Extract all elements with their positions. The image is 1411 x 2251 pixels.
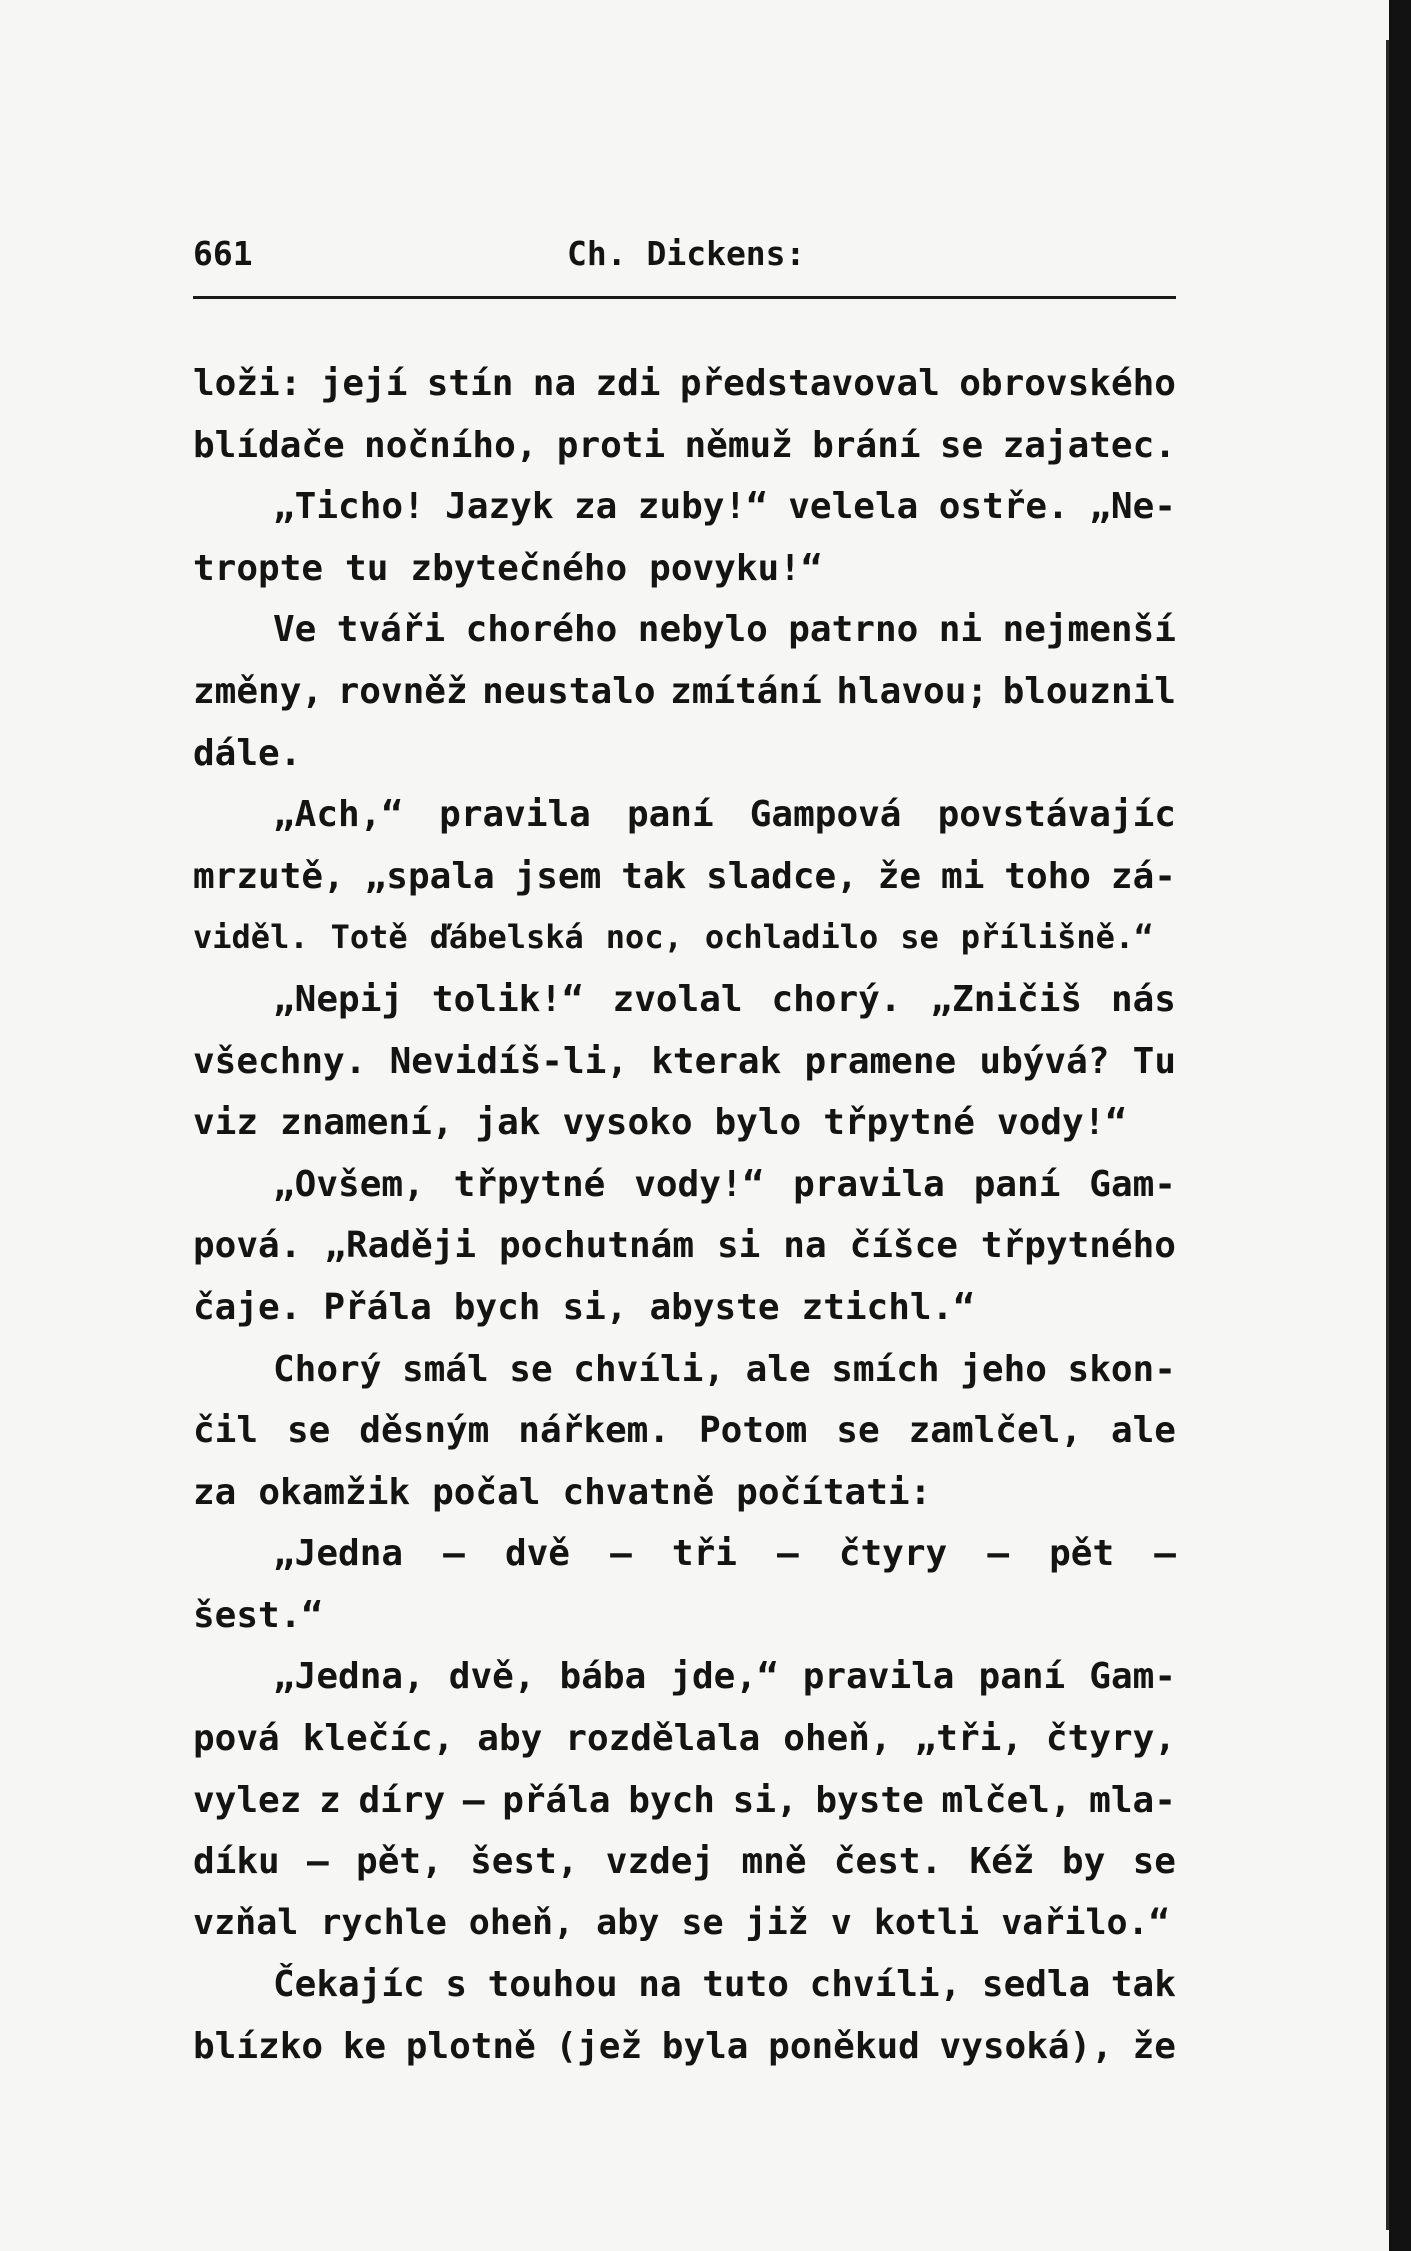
text-line (193, 784, 1176, 846)
word: ale (745, 1348, 811, 1390)
word: již (745, 1902, 809, 1943)
word: vody!“ (996, 1102, 1127, 1144)
word: se (286, 1410, 331, 1452)
text-line (193, 476, 1176, 538)
word: Totě (330, 918, 408, 957)
word: z (319, 1779, 341, 1821)
word: povyku!“ (649, 547, 823, 589)
word: na (638, 1964, 682, 2006)
word: zajatec. (1002, 424, 1176, 466)
word: — (443, 1533, 465, 1575)
word: „Ne- (1089, 486, 1176, 528)
word: ostře. (938, 486, 1069, 528)
word: blízko (193, 2026, 324, 2068)
word: děsným (359, 1410, 490, 1452)
text-line (193, 1770, 1176, 1832)
word: Ve (273, 609, 317, 651)
word: stín (426, 363, 514, 404)
word: „Nepij (273, 978, 404, 1020)
word: obrovského (959, 363, 1176, 404)
word: velela (788, 486, 919, 528)
word: tolik!“ (431, 978, 584, 1020)
word: si (716, 1225, 761, 1267)
word: nás (1110, 978, 1176, 1020)
word: — (462, 1779, 485, 1821)
word: Kéž (969, 1841, 1035, 1883)
text-line (193, 661, 1176, 723)
word: — (307, 1841, 329, 1883)
word: oheň, (468, 1902, 575, 1943)
word: šest, (470, 1841, 579, 1883)
word: proti (556, 424, 666, 466)
word: rychle (320, 1902, 447, 1943)
word: že (877, 855, 922, 897)
word: smích (831, 1348, 940, 1390)
word: počítati: (736, 1471, 932, 1513)
word: Jazyk (445, 486, 554, 528)
word: pravila (439, 794, 591, 836)
word: — (777, 1533, 799, 1575)
word: se (681, 1902, 724, 1943)
text-line (193, 1339, 1176, 1401)
running-head: Ch. Dickens: (567, 234, 806, 273)
word: zbytečného (410, 547, 628, 589)
word: vařilo.“ (1001, 1902, 1170, 1943)
word: „tři, (914, 1718, 1023, 1760)
word: že (1132, 2026, 1176, 2068)
word: skon- (1067, 1348, 1176, 1390)
text-line (193, 1708, 1176, 1770)
word: viděl. (193, 918, 309, 957)
word: za (193, 1471, 237, 1513)
word: bylo (714, 1102, 802, 1144)
word: Chorý (273, 1348, 382, 1390)
word: ochladilo (704, 918, 879, 957)
word: sladce, (706, 855, 858, 897)
text-line (193, 846, 1176, 908)
word: znamení, (280, 1102, 454, 1144)
word: pět (1049, 1533, 1115, 1575)
word: klečíc, (302, 1718, 455, 1760)
text-line (193, 1646, 1176, 1708)
word: tváři (336, 609, 446, 651)
word: přála (502, 1779, 611, 1821)
word: bába (559, 1656, 647, 1698)
word: Přála (323, 1286, 432, 1328)
word: třpytné (453, 1163, 606, 1205)
word: abyste (649, 1286, 780, 1328)
text-line (193, 1954, 1176, 2016)
word: „Jedna (273, 1533, 404, 1575)
word: dvě, (448, 1656, 536, 1698)
word: byste (815, 1779, 924, 1821)
word: paní (978, 1656, 1066, 1698)
word: všechny. (193, 1040, 367, 1082)
word: mlčel, (941, 1779, 1072, 1821)
word: nebylo (637, 609, 768, 651)
word: paní (626, 794, 714, 836)
word: zamlčel, (908, 1410, 1082, 1452)
word: — (987, 1533, 1009, 1575)
word: mně (741, 1841, 807, 1883)
text-line (193, 1893, 1176, 1955)
text-line (193, 415, 1176, 477)
word: zuby!“ (637, 486, 768, 528)
word: tři (671, 1533, 737, 1575)
word: tu (345, 547, 389, 589)
text-line (193, 1400, 1176, 1462)
word: pramene (804, 1040, 957, 1082)
word: — (1154, 1533, 1176, 1575)
word: vzdej (605, 1841, 715, 1883)
word: v (830, 1902, 852, 1943)
word: ke (342, 2026, 387, 2068)
word: mi (941, 855, 985, 897)
word: viz (193, 1102, 259, 1144)
word: si, (732, 1779, 798, 1821)
word: „spala (364, 855, 495, 897)
word: chorý. (771, 978, 902, 1020)
word: zmítání (670, 670, 822, 712)
word: se (900, 918, 939, 957)
word: by (1061, 1841, 1106, 1883)
text-line (193, 1215, 1176, 1277)
word: představoval (679, 363, 940, 404)
word: Gam- (1089, 1163, 1176, 1205)
word: změny, (193, 670, 324, 712)
word: mla- (1089, 1779, 1176, 1821)
word: dvě (504, 1533, 570, 1575)
word: poněkud (768, 2026, 920, 2068)
word: chvíli, (573, 1348, 725, 1390)
word: (jež (555, 2026, 643, 2068)
word: vzňal (193, 1902, 299, 1943)
text-line (193, 353, 1176, 415)
word: Čekajíc (273, 1964, 425, 2006)
word: byla (661, 2026, 749, 2068)
word: čest. (833, 1841, 943, 1883)
body-text (193, 353, 1176, 2078)
text-line (193, 1831, 1176, 1893)
word: touhou (487, 1964, 618, 2006)
word: zá- (1110, 855, 1176, 897)
word: loži: (193, 363, 302, 404)
word: rozdělala (565, 1718, 761, 1760)
word: rovněž (337, 670, 468, 712)
text-line (193, 723, 1176, 785)
scan-edge (1389, 0, 1411, 2251)
word: pová. (193, 1225, 302, 1267)
word: na (783, 1225, 827, 1267)
word: nejmenší (1002, 609, 1176, 651)
word: ztichl.“ (801, 1286, 975, 1328)
text-line (193, 538, 1176, 600)
word: bych (453, 1286, 541, 1328)
word: číšce (849, 1225, 958, 1267)
word: se (836, 1410, 880, 1452)
word: zdi (595, 363, 661, 404)
word: nočního, (364, 424, 538, 466)
word: přílišně.“ (960, 918, 1154, 957)
text-line (193, 1523, 1176, 1585)
word: vylez (193, 1779, 302, 1821)
page-number: 661 (193, 234, 253, 273)
word: ďábelská (429, 918, 584, 957)
word: aby (477, 1718, 543, 1760)
word: — (610, 1533, 632, 1575)
word: chorého (465, 609, 618, 651)
word: tuto (702, 1964, 789, 2006)
word: čaje. (193, 1286, 302, 1328)
word: její (320, 363, 408, 404)
word: ale (1110, 1410, 1176, 1452)
word: němuž (684, 424, 793, 466)
word: „Ticho! (273, 486, 425, 528)
word: oheň, (783, 1718, 892, 1760)
word: „Raději (324, 1225, 477, 1267)
word: „Zničiš (930, 978, 1083, 1020)
word: jsem (514, 855, 602, 897)
word: nářkem. (518, 1410, 671, 1452)
word: mrzutě, (193, 855, 345, 897)
word: sedla (981, 1964, 1091, 2006)
word: „Ovšem, (273, 1163, 425, 1205)
word: okamžik (258, 1471, 411, 1513)
text-line (193, 2016, 1176, 2078)
word: se (1132, 1841, 1176, 1883)
word: jeho (960, 1348, 1047, 1390)
word: bych (628, 1779, 715, 1821)
word: vysoko (562, 1102, 693, 1144)
text-line (193, 1031, 1176, 1093)
word: chvíli, (809, 1964, 962, 2006)
word: smál (401, 1348, 489, 1390)
word: chvatně (562, 1471, 715, 1513)
word: patrno (788, 609, 919, 651)
word: díku (193, 1841, 280, 1883)
word: hlavou; (836, 670, 989, 712)
text-line (193, 907, 1176, 969)
word: „Ach,“ (273, 794, 404, 836)
word: Gam- (1089, 1656, 1176, 1698)
word: třpytného (980, 1225, 1176, 1267)
word: Potom (698, 1410, 808, 1452)
word: Tu (1132, 1040, 1176, 1082)
word: blídače (193, 424, 345, 466)
word: se (509, 1348, 553, 1390)
word: tak (1110, 1964, 1176, 2006)
word: paní (973, 1163, 1061, 1205)
page-header (193, 228, 1176, 280)
word: čtyry (838, 1533, 948, 1575)
word: kterak (651, 1040, 782, 1082)
word: zvolal (612, 978, 743, 1020)
text-line (193, 1462, 1176, 1524)
word: tak (621, 855, 687, 897)
word: dále. (193, 732, 302, 774)
word: počal (432, 1471, 541, 1513)
word: vysoká), (939, 2026, 1113, 2068)
word: aby (596, 1902, 660, 1943)
word: „Jedna, (273, 1656, 425, 1698)
word: Gampová (749, 794, 902, 836)
word: plotně (405, 2026, 536, 2068)
text-line (193, 599, 1176, 661)
word: jak (475, 1102, 541, 1144)
text-line (193, 1585, 1176, 1647)
word: pět, (356, 1841, 443, 1883)
word: blouznil (1002, 670, 1176, 712)
word: povstávajíc (937, 794, 1176, 836)
word: šest.“ (193, 1594, 324, 1636)
word: díry (358, 1779, 446, 1821)
word: pravila (802, 1656, 955, 1698)
word: toho (1004, 855, 1091, 897)
word: ni (938, 609, 983, 651)
text-line (193, 969, 1176, 1031)
word: kotli (873, 1902, 980, 1943)
word: tropte (193, 547, 324, 589)
text-line (193, 1277, 1176, 1339)
word: za (573, 486, 618, 528)
word: vody!“ (634, 1163, 765, 1205)
word: pová (193, 1718, 280, 1760)
word: čil (193, 1410, 259, 1452)
text-line (193, 1154, 1176, 1216)
word: třpytné (823, 1102, 975, 1144)
word: si, (562, 1286, 628, 1328)
header-rule (193, 296, 1176, 299)
word: jde,“ (670, 1656, 779, 1698)
word: brání (812, 424, 921, 466)
word: se (939, 424, 984, 466)
word: pravila (793, 1163, 945, 1205)
word: Nevidíš-li, (389, 1040, 629, 1082)
word: čtyry, (1045, 1718, 1176, 1760)
word: noc, (605, 918, 683, 957)
text-line (193, 1092, 1176, 1154)
word: s (445, 1964, 468, 2006)
word: na (532, 363, 577, 404)
word: ubývá? (979, 1040, 1110, 1082)
word: pochutnám (498, 1225, 695, 1267)
word: neustalo (482, 670, 656, 712)
